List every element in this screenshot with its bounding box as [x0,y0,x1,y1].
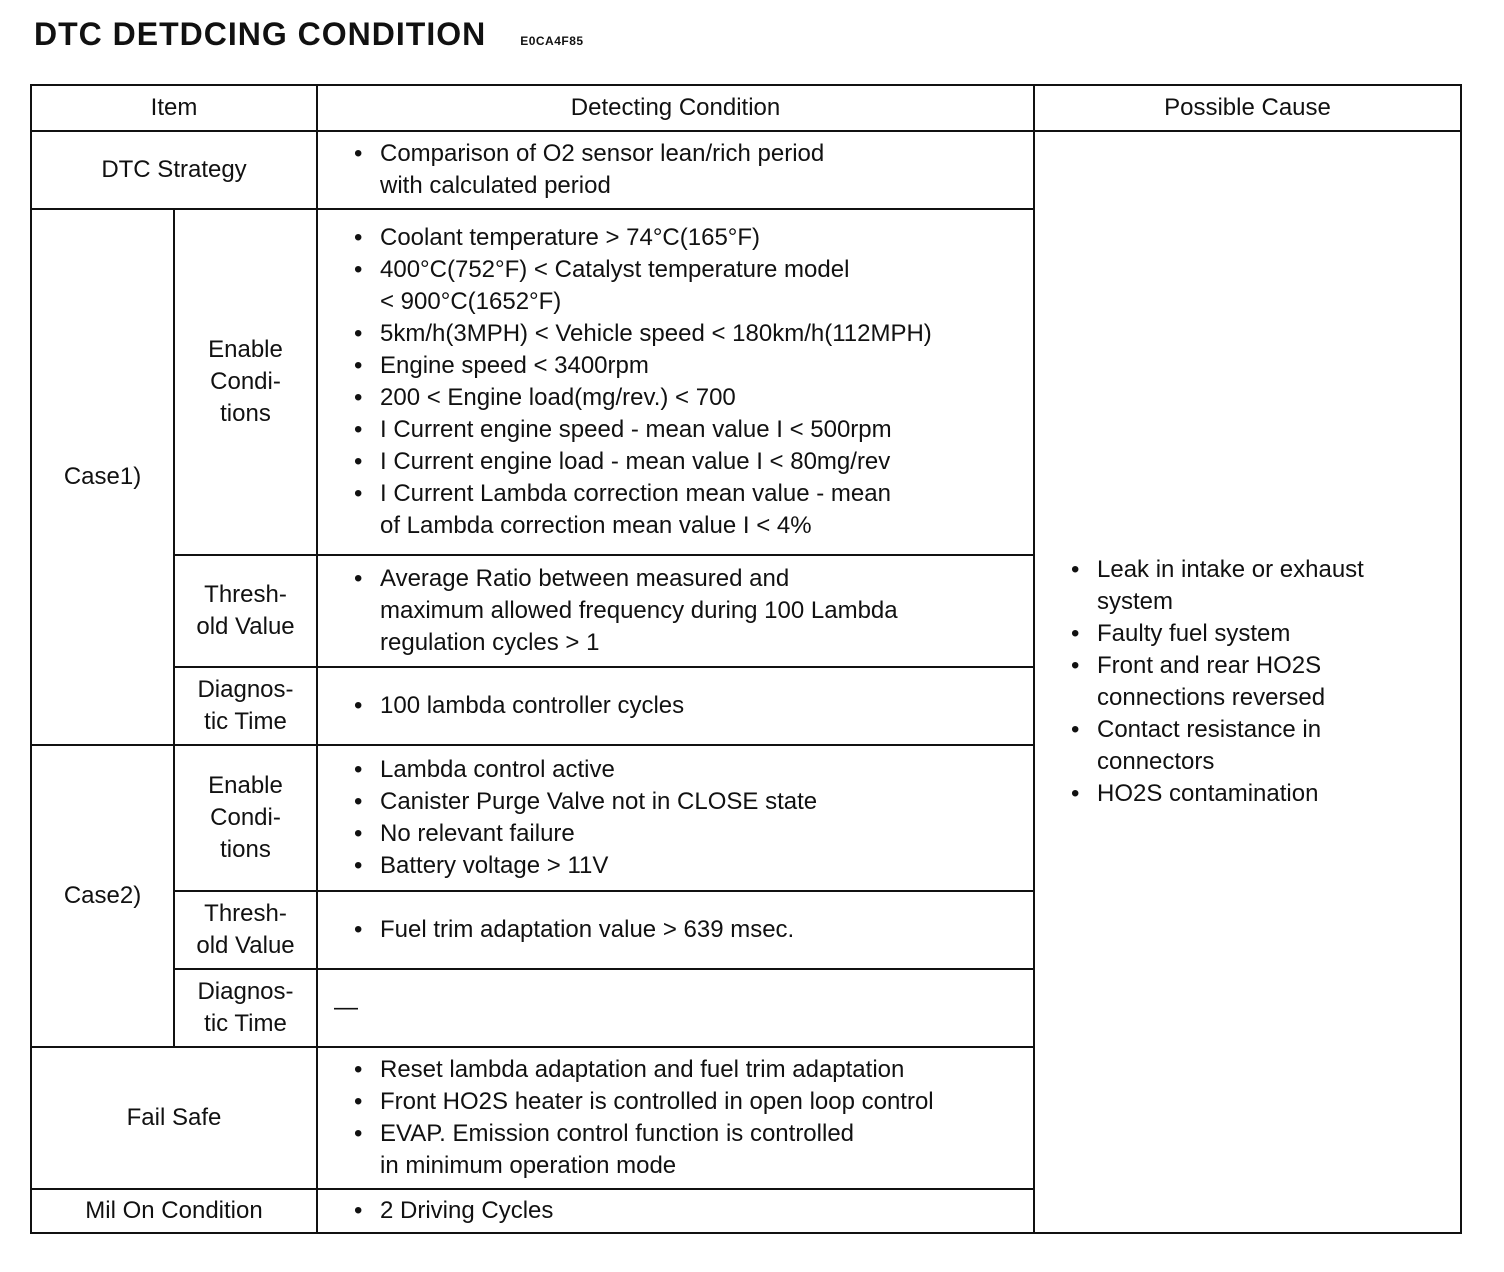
condition-item: • Reset lambda adaptation and fuel trim adaptation [352,1054,1025,1086]
condition-list [352,754,1025,882]
condition-item: • Comparison of O2 sensor lean/rich period with calculated period [352,138,1025,202]
condition-item: • 5km/h(3MPH) < Vehicle speed < 180km/h(112MPH) [352,318,1025,350]
case1-diagnostic-conditions [317,667,1034,745]
header-row [31,85,1461,131]
case1-enable-label: Enable Condi- tions [174,209,317,555]
case2-label: Case2) [31,745,174,1047]
case2-diagnostic-label: Diagnos- tic Time [174,969,317,1047]
dtc-strategy-conditions [317,131,1034,209]
condition-item: • Lambda control active [352,754,1025,786]
condition-item: • EVAP. Emission control function is controlled in minimum operation mode [352,1118,1025,1182]
case1-diagnostic-label: Diagnos- tic Time [174,667,317,745]
condition-item: • 100 lambda controller cycles [352,690,1025,722]
dtc-strategy-label: DTC Strategy [31,131,317,209]
condition-item: • 200 < Engine load(mg/rev.) < 700 [352,382,1025,414]
case2-enable-conditions [317,745,1034,891]
possible-cause-cell [1034,131,1461,1233]
header-detecting-condition: Detecting Condition [317,85,1034,131]
condition-item: • Battery voltage > 11V [352,850,1025,882]
condition-item: • Front HO2S heater is controlled in open loop control [352,1086,1025,1118]
mil-on-label: Mil On Condition [31,1189,317,1233]
header-possible-cause: Possible Cause [1034,85,1461,131]
condition-item: • I Current engine load - mean value I < 80mg/rev [352,446,1025,478]
condition-item: • Canister Purge Valve not in CLOSE state [352,786,1025,818]
row-dtc-strategy [31,131,1461,209]
cause-item: • Faulty fuel system [1069,618,1450,650]
condition-item: • 400°C(752°F) < Catalyst temperature model < 900°C(1652°F) [352,254,1025,318]
condition-list [352,690,1025,722]
case2-threshold-conditions [317,891,1034,969]
document-code: E0CA4F85 [520,34,584,48]
condition-list [352,914,1025,946]
dtc-condition-table [30,84,1462,1234]
condition-list [352,1054,1025,1182]
case1-threshold-label: Thresh- old Value [174,555,317,667]
cause-list [1069,554,1450,810]
page-title: DTC DETDCING CONDITION [34,16,487,52]
cause-item: • Front and rear HO2S connections reversed [1069,650,1450,714]
condition-item: • I Current Lambda correction mean value - mean of Lambda correction mean value I < 4% [352,478,1025,542]
header-item: Item [31,85,317,131]
title-row [34,16,584,60]
condition-list [352,563,1025,659]
case1-label: Case1) [31,209,174,745]
condition-item: • Coolant temperature > 74°C(165°F) [352,222,1025,254]
case1-enable-conditions [317,209,1034,555]
condition-item: • 2 Driving Cycles [352,1195,1025,1227]
condition-item: • I Current engine speed - mean value I < 500rpm [352,414,1025,446]
case2-diagnostic-conditions [317,969,1034,1047]
condition-list [352,1195,1025,1227]
cause-item: • Leak in intake or exhaust system [1069,554,1450,618]
fail-safe-label: Fail Safe [31,1047,317,1189]
case1-threshold-conditions [317,555,1034,667]
case2-diagnostic-value: — [334,994,358,1021]
condition-item: • Engine speed < 3400rpm [352,350,1025,382]
cause-item: • Contact resistance in connectors [1069,714,1450,778]
condition-item: • Fuel trim adaptation value > 639 msec. [352,914,1025,946]
fail-safe-conditions [317,1047,1034,1189]
case2-enable-label: Enable Condi- tions [174,745,317,891]
condition-list [352,222,1025,542]
cause-item: • HO2S contamination [1069,778,1450,810]
condition-item: • No relevant failure [352,818,1025,850]
condition-item: • Average Ratio between measured and maximum allowed frequency during 100 Lambda regulation cycles > 1 [352,563,1025,659]
condition-list [352,138,1025,202]
mil-on-conditions [317,1189,1034,1233]
case2-threshold-label: Thresh- old Value [174,891,317,969]
